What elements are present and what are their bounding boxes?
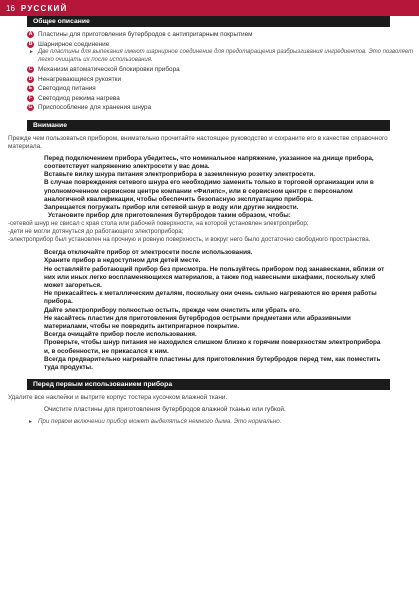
warning-item: Храните прибор в недоступном для детей месте. <box>44 257 201 265</box>
language-title: РУССКИЙ <box>20 3 68 13</box>
page-header <box>0 0 419 16</box>
letter-badge: E <box>28 85 33 92</box>
sublist-item: -сетевой шнур не свисал с края стола или рабочей поверхности, на которой установлен электроприбор; <box>8 220 309 228</box>
legend-item <box>27 94 414 104</box>
legend-note <box>29 49 414 64</box>
section-title-general: Общее описание <box>27 16 390 27</box>
warning-item: Всегда предварительно нагревайте пластины для приготовления бутербродов перед тем, как поместить туда продукты. <box>44 355 381 371</box>
first-use-text: Удалите все наклейки и вытрите корпус тостера кусочком влажной ткани. <box>8 394 228 402</box>
sublist-item: -дети не могли дотянуться до работающего электроприбора; <box>8 227 184 235</box>
section-title-warning: Внимание <box>27 120 390 131</box>
parts-legend <box>27 30 414 113</box>
legend-text: Приспособление для хранения шнура <box>38 104 152 112</box>
letter-badge: F <box>28 94 33 101</box>
legend-item <box>27 30 414 40</box>
first-use-note <box>28 418 414 426</box>
page-content <box>6 16 414 426</box>
legend-item <box>27 103 414 113</box>
warning-item: Не прикасайтесь к металлическим деталям, поскольку они очень сильно нагреваются во время работы прибора. <box>44 290 377 306</box>
warning-item: Установите прибор для приготовления бутербродов таким образом, чтобы: <box>48 212 291 220</box>
warning-item: Не оставляйте работающий прибор без присмотра. Не пользуйтесь прибором под занавесками, вблизи от них или иных легко воспламеняющихся материалов, а также под навесными шкафами, поскольку хлеб может загореться. <box>44 265 385 289</box>
warning-item: Запрещается погружать прибор или сетевой шнур в воду или другие жидкости. <box>44 203 299 211</box>
warning-item: В случае повреждения сетевого шнура его необходимо заменить только в торговой организации или в уполномоченном сервисном центре компании «Филипс», или в сервисном центре с персоналом аналогичной квалификации, чтобы обеспечить безопасную эксплуатацию прибора. <box>44 179 374 203</box>
arrow-icon: ► <box>28 419 33 426</box>
legend-note-text: Две пластины для выпекания имеют шарнирное соединение для предотвращения разбрызгивания ингредиентов. Это позволяет легко очищать их после использования. <box>37 49 414 63</box>
warning-item: Вставьте вилку шнура питания электроприбора в заземленную розетку электросети. <box>44 171 316 179</box>
warning-block-1 <box>44 155 387 221</box>
warning-item: Дайте электроприбору полностью остыть, прежде чем очистить или убрать его. <box>44 306 301 314</box>
section-title-first-use: Перед первым использованием прибора <box>27 379 390 390</box>
legend-text: Шарнирное соединение <box>38 40 110 48</box>
legend-text: Ненагревающиеся рукоятки <box>38 75 122 83</box>
warning-item: Всегда очищайте прибор после использования. <box>44 331 197 339</box>
page-number: 16 <box>6 3 15 13</box>
warning-item: Всегда отключайте прибор от электросети после использования. <box>44 249 253 257</box>
legend-text: Светодиод режима нагрева <box>38 94 120 102</box>
warning-intro: Прежде чем пользоваться прибором, внимательно прочитайте настоящее руководство и сохраните его в качестве справочного материала. <box>8 134 388 150</box>
arrow-icon: ► <box>29 49 34 55</box>
legend-text: Светодиод питания <box>38 85 96 93</box>
first-use-note-text: При первом включении прибор может выделяться немного дыма. Это нормально. <box>37 418 282 426</box>
letter-badge: A <box>28 31 33 38</box>
warning-item: Не касайтесь пластин для приготовления бутербродов острыми предметами или абразивными материалами, чтобы не повредить антипригарное покрытие. <box>44 314 351 330</box>
sublist-item: -электроприбор был установлен на прочную и ровную поверхность, и вокруг него было достаточно свободного пространства. <box>8 235 371 243</box>
letter-badge: C <box>28 66 33 73</box>
legend-item <box>27 84 414 94</box>
warning-item: Проверьте, чтобы шнур питания не находился слишком близко к горячим поверхностям электроприбора и, в особенности, не прикасался к ним. <box>44 339 381 355</box>
legend-text: Механизм автоматической блокировки прибора <box>38 66 180 74</box>
placement-sublist <box>8 220 380 243</box>
legend-item <box>27 75 414 85</box>
first-use-step-text: Очистите пластины для приготовления бутербродов влажной тканью или губкой. <box>44 406 286 414</box>
warning-item: Перед подключением прибора убедитесь, что номинальное напряжение, указанное на днище прибора, соответствует напряжению электросети у вас дома. <box>44 154 374 170</box>
letter-badge: G <box>28 104 33 111</box>
first-use-step <box>44 406 387 414</box>
letter-badge: B <box>28 40 33 47</box>
legend-item <box>27 40 414 50</box>
legend-text: Пластины для приготовления бутербродов с антипригарным покрытием <box>38 31 253 39</box>
legend-item <box>27 65 414 75</box>
warning-block-2 <box>44 249 387 372</box>
letter-badge: D <box>28 75 33 82</box>
